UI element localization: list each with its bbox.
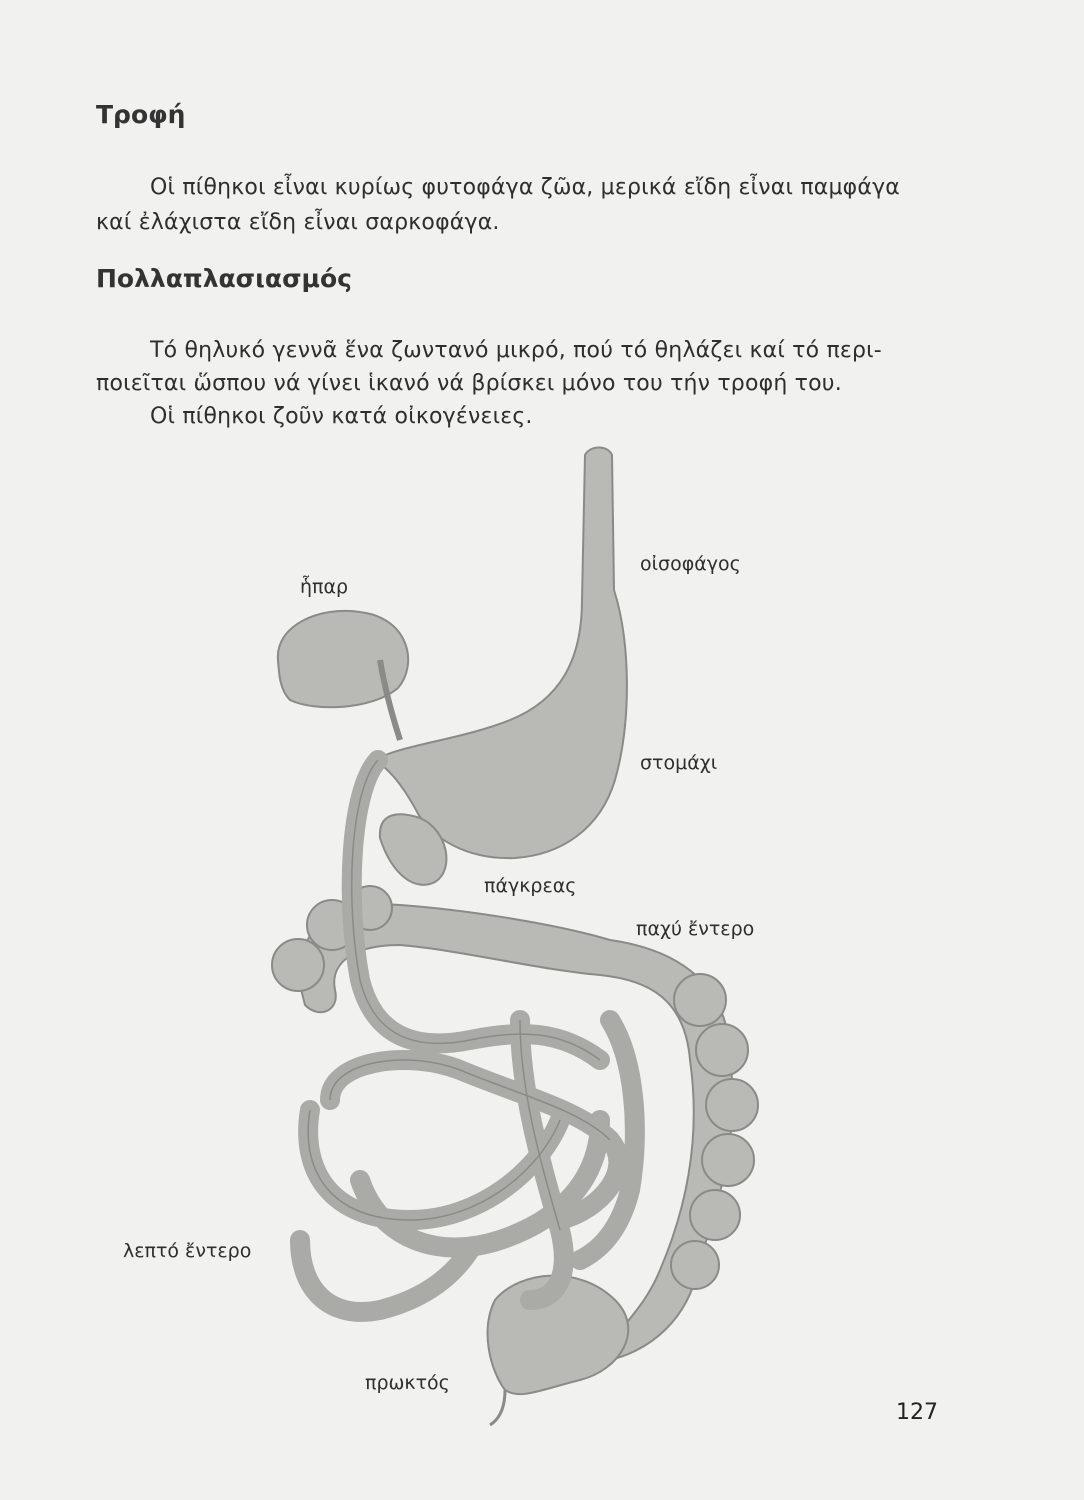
colon-bump bbox=[671, 1241, 719, 1289]
food-paragraph-line-2: καί ἐλάχιστα εἴδη εἶναι σαρκοφάγα. bbox=[96, 210, 500, 235]
stomach-shape bbox=[375, 448, 627, 859]
colon-bump bbox=[696, 1024, 748, 1076]
colon-bump bbox=[272, 939, 324, 991]
label-esophagus: οἰσοφάγος bbox=[640, 553, 741, 575]
colon-bump bbox=[674, 974, 726, 1026]
anus bbox=[490, 1390, 505, 1425]
colon-bump bbox=[706, 1079, 758, 1131]
food-paragraph-line-1: Οἱ πίθηκοι εἶναι κυρίως φυτοφάγα ζῶα, μερικά εἴδη εἶναι παμφάγα bbox=[150, 175, 900, 200]
reproduction-paragraph-line-1: Τό θηλυκό γεννᾶ ἕνα ζωντανό μικρό, πού τό θηλάζει καί τό περι- bbox=[150, 338, 882, 363]
label-pancreas: πάγκρεας bbox=[484, 875, 577, 897]
label-liver: ἧπαρ bbox=[300, 576, 349, 598]
reproduction-paragraph-line-2: ποιεῖται ὥσπου νά γίνει ἱκανό νά βρίσκει μόνο του τήν τροφή του. bbox=[96, 371, 842, 396]
reproduction-paragraph-line-3: Οἱ πίθηκοι ζοῦν κατά οἰκογένειες. bbox=[150, 404, 533, 429]
label-rectum: πρωκτός bbox=[365, 1372, 450, 1394]
label-small-intestine: λεπτό ἔντερο bbox=[123, 1240, 252, 1262]
label-large-intestine: παχύ ἔντερο bbox=[636, 918, 755, 940]
colon-bump bbox=[690, 1190, 740, 1240]
label-stomach: στομάχι bbox=[640, 752, 718, 774]
section-heading-reproduction: Πολλαπλασιασμός bbox=[96, 264, 352, 293]
page-number: 127 bbox=[896, 1400, 938, 1425]
colon-bump bbox=[702, 1134, 754, 1186]
section-heading-food: Τροφή bbox=[96, 100, 186, 129]
